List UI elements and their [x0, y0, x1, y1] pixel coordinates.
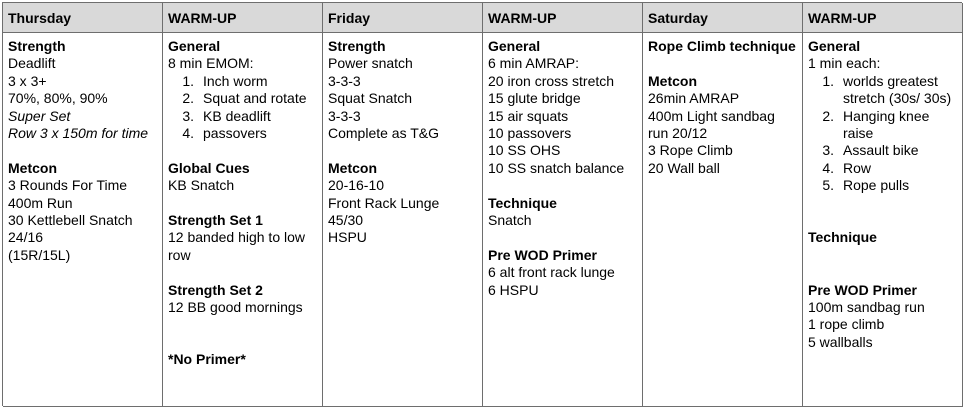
text-line: 3-3-3 [328, 72, 361, 89]
list-item-text: passovers [203, 125, 267, 142]
text-line: 3 x 3+ [8, 72, 47, 89]
section-heading: *No Primer* [168, 351, 246, 368]
text-line: 1 min each: [808, 55, 881, 72]
text-line: Squat Snatch [328, 90, 413, 107]
list-item [168, 125, 317, 142]
section-heading: Strength Set 2 [168, 281, 263, 298]
column-header-warm-up: WARM-UP [163, 3, 323, 33]
list-item [808, 160, 957, 177]
section-heading: Pre WOD Primer [488, 246, 597, 263]
text-line: 10 SS snatch balance [488, 159, 625, 176]
column-header-warm-up: WARM-UP [483, 3, 643, 33]
text-line: 70%, 80%, 90% [8, 90, 108, 107]
section-heading: Rope Climb technique [648, 38, 796, 54]
list-number: 5. [822, 177, 834, 194]
section-heading: Technique [488, 194, 557, 211]
text-line: 15 glute bridge [488, 90, 581, 107]
text-line: 1 rope climb [808, 316, 885, 333]
text-line: Super Set [8, 107, 71, 124]
text-line: KB Snatch [168, 177, 235, 194]
spacer [168, 195, 317, 212]
text-line: 6 min AMRAP: [488, 55, 580, 72]
section-heading: Metcon [8, 159, 57, 176]
spacer [488, 177, 637, 194]
section-heading: Metcon [648, 72, 697, 89]
text-line: 3 Rope Climb [648, 142, 733, 159]
column-header-warm-up: WARM-UP [803, 3, 963, 33]
list-number: 3. [182, 107, 194, 124]
text-line: 20 Wall ball [648, 159, 720, 176]
column-cell-thursday [3, 33, 163, 407]
text-line: 3-3-3 [328, 107, 361, 124]
list-number: 2. [822, 107, 834, 124]
text-line: HSPU [328, 229, 367, 246]
section-heading: General [168, 38, 221, 54]
spacer [808, 195, 957, 212]
list-number: 2. [182, 90, 194, 107]
text-line: Complete as T&G [328, 125, 440, 142]
section-heading: Strength [328, 38, 386, 54]
list-item-text: Assault bike [843, 142, 919, 159]
column-header-thursday: Thursday [3, 3, 163, 33]
text-line: 12 BB good mornings [168, 299, 303, 316]
column-header-saturday: Saturday [643, 3, 803, 33]
column-header-friday: Friday [323, 3, 483, 33]
list-item-text: Rope pulls [843, 177, 910, 194]
section-heading: General [808, 38, 861, 54]
text-line: 12 banded high to low row [168, 229, 305, 263]
column-cell-warm-up [483, 33, 643, 407]
list-number: 4. [182, 125, 194, 142]
list-item-text: KB deadlift [203, 107, 271, 124]
spacer [168, 264, 317, 281]
numbered-list [808, 73, 957, 195]
spacer [328, 142, 477, 159]
text-line: 10 passovers [488, 125, 572, 142]
numbered-list [168, 73, 317, 143]
list-item [168, 108, 317, 125]
list-item-text: Hanging knee raise [843, 107, 930, 142]
spacer [808, 264, 957, 281]
section-heading: Global Cues [168, 159, 250, 176]
text-line: 10 SS OHS [488, 142, 561, 159]
text-line: 3 Rounds For Time [8, 177, 128, 194]
list-number: 3. [822, 142, 834, 159]
text-line: 400m Light sandbag run 20/12 [648, 107, 775, 142]
spacer [8, 142, 157, 159]
text-line: Power snatch [328, 55, 413, 72]
list-item-text: Inch worm [203, 72, 268, 89]
section-heading: Strength [8, 38, 66, 54]
text-line: Snatch [488, 212, 532, 229]
text-line: 15 air squats [488, 107, 569, 124]
text-line: (15R/15L) [8, 246, 71, 263]
column-cell-warm-up [803, 33, 963, 407]
text-line: 20-16-10 [328, 177, 385, 194]
list-item-text: worlds greatest stretch (30s/ 30s) [843, 72, 952, 107]
text-line: 400m Run [8, 194, 73, 211]
list-item [168, 90, 317, 107]
column-cell-friday [323, 33, 483, 407]
list-item [808, 73, 957, 108]
section-heading: Strength Set 1 [168, 212, 263, 229]
section-heading: Technique [808, 229, 877, 246]
list-number: 4. [822, 159, 834, 176]
text-line: 8 min EMOM: [168, 55, 254, 72]
list-item [168, 73, 317, 90]
section-heading: Pre WOD Primer [808, 281, 917, 298]
section-heading: Metcon [328, 159, 377, 176]
list-item-text: Squat and rotate [203, 90, 307, 107]
text-line: 45/30 [328, 212, 364, 229]
spacer [168, 142, 317, 159]
workout-schedule-table [2, 2, 962, 406]
spacer [808, 247, 957, 264]
spacer [168, 316, 317, 333]
list-item [808, 177, 957, 194]
section-heading: General [488, 38, 541, 54]
spacer [808, 212, 957, 229]
text-line: 6 HSPU [488, 281, 539, 298]
text-line: Deadlift [8, 55, 56, 72]
spacer [648, 55, 797, 72]
text-line: 30 Kettlebell Snatch 24/16 [8, 212, 133, 246]
text-line: 100m sandbag run [808, 299, 925, 316]
text-line: 6 alt front rack lunge [488, 264, 615, 281]
column-cell-saturday [643, 33, 803, 407]
list-number: 1. [822, 72, 834, 89]
column-cell-warm-up [163, 33, 323, 407]
text-line: Row 3 x 150m for time [8, 125, 149, 142]
list-item [808, 142, 957, 159]
spacer [488, 229, 637, 246]
spacer [168, 334, 317, 351]
list-number: 1. [182, 72, 194, 89]
text-line: 20 iron cross stretch [488, 72, 615, 89]
list-item-text: Row [843, 159, 872, 176]
text-line: 5 wallballs [808, 333, 873, 350]
text-line: Front Rack Lunge [328, 194, 440, 211]
list-item [808, 108, 957, 143]
text-line: 26min AMRAP [648, 90, 740, 107]
